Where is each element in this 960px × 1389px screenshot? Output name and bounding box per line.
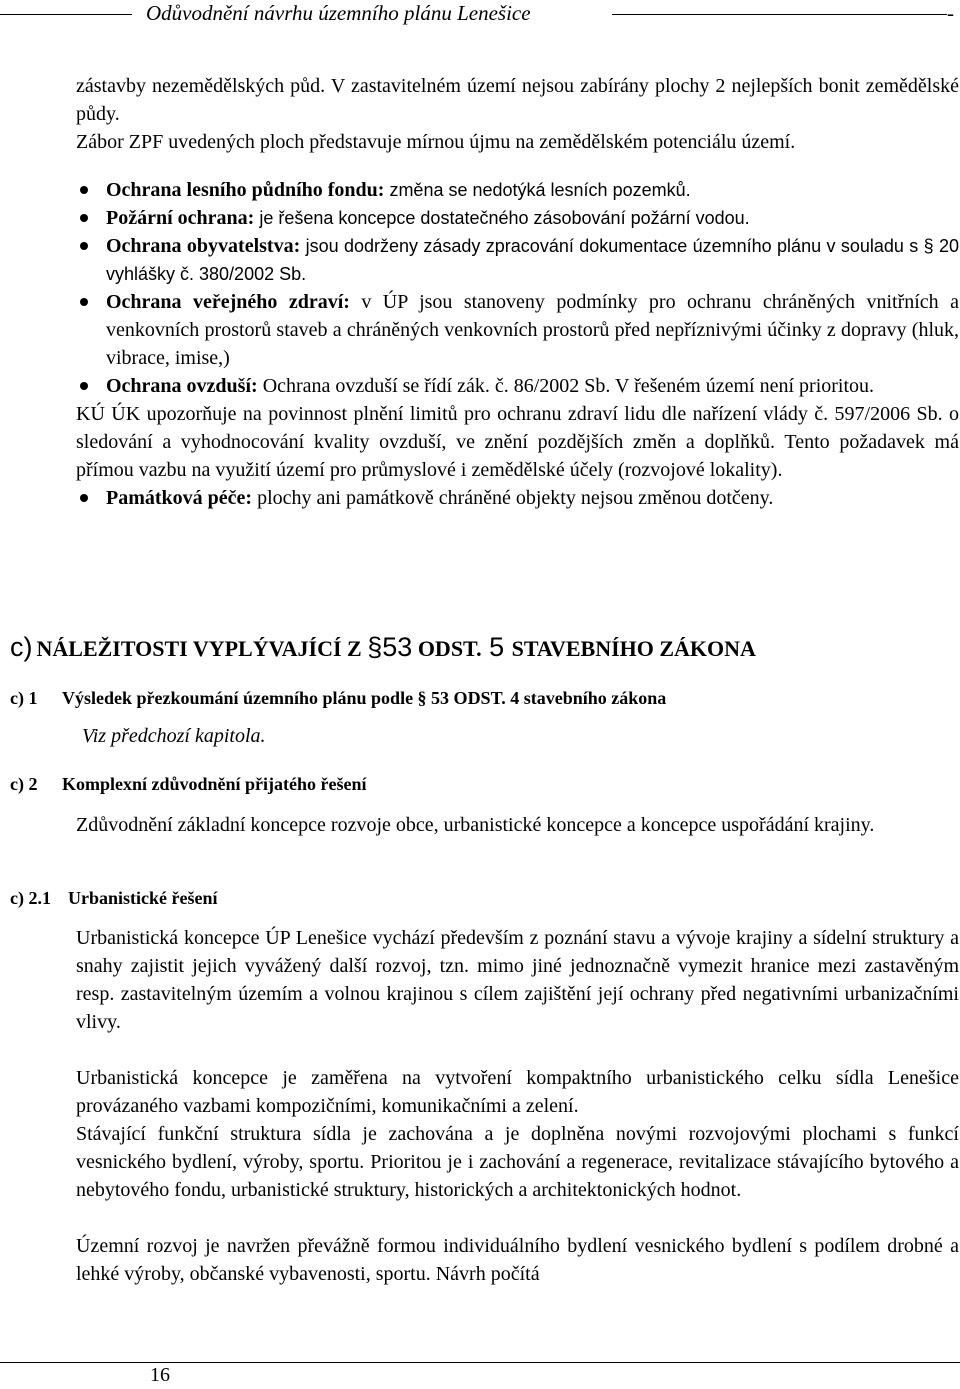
list-item-lead: Ochrana lesního půdního fondu: — [106, 179, 385, 201]
subsection-c21-heading — [10, 888, 218, 909]
subsection-title: Komplexní zdůvodnění přijatého řešení — [62, 774, 367, 794]
header-dash: - — [947, 1, 954, 25]
paragraph-sign: § — [367, 632, 383, 662]
header-rule-right — [612, 14, 947, 15]
list-item — [76, 288, 959, 372]
paragraph: Urbanistická koncepce je zaměřena na vytvoření kompaktního urbanistického celku sídla Lenešice provázaného vazbami kompozičními, komunikačními a zelení. — [76, 1067, 959, 1117]
protection-list — [76, 176, 959, 400]
section-number: 53 — [382, 632, 413, 662]
list-item-lead: Ochrana ovzduší: — [106, 375, 258, 397]
subsection-c2-body: Zdůvodnění základní koncepce rozvoje obce, urbanistické koncepce a koncepce uspořádání krajiny. — [76, 814, 875, 836]
subsection-title: Výsledek přezkoumání územního plánu podle § 53 ODST. 4 stavebního zákona — [62, 688, 667, 708]
header-rule-left — [0, 14, 132, 15]
list-item — [76, 372, 959, 400]
list-item — [76, 204, 959, 232]
list-item-lead: Památková péče: — [106, 487, 253, 509]
section-prefix: c) — [10, 632, 33, 662]
paragraph: KÚ ÚK upozorňuje na povinnost plnění limitů pro ochranu zdraví lidu dle nařízení vlády č. 597/2006 Sb. o sledování a vyhodnocování kvality ovzduší, ve znění pozdějších změn a doplňků. Tento požadavek má přímou vazbu na využití území pro průmyslové i zemědělské účely (rozvojové lokality). — [76, 403, 959, 481]
list-item-lead: Požární ochrana: — [106, 207, 255, 229]
subsection-title: Urbanistické řešení — [68, 888, 218, 908]
paragraph: Stávající funkční struktura sídla je zachována a je doplněna novými rozvojovými plochami s funkcí vesnického bydlení, výroby, sportu. Prioritou je i zachování a regenerace, revitalizace stávajícího bytového a nebytového fondu, urbanistické struktury, historických a architektonických hodnot. — [76, 1123, 959, 1201]
paragraph: Územní rozvoj je navržen převážně formou individuálního bydlení vesnického bydlení s podílem drobné a lehké výroby, občanské vybavenosti, sportu. Návrh počítá — [76, 1235, 959, 1285]
page-number: 16 — [150, 1364, 170, 1386]
list-item — [76, 232, 959, 288]
list-item-text: Ochrana ovzduší se řídí zák. č. 86/2002 Sb. V řešeném území není prioritou. — [257, 375, 875, 397]
subsection-c2-heading — [10, 774, 367, 795]
list-item-lead: Ochrana veřejného zdraví: — [106, 291, 350, 313]
subsection-c21-body — [76, 924, 959, 1288]
list-item — [76, 176, 959, 204]
list-item-text: v ÚP jsou stanoveny podmínky pro ochranu chráněných vnitřních a venkovních prostorů staveb a chráněných venkovních prostorů před nepříznivými účinky z dopravy (hluk, vibrace, imise,) — [106, 291, 959, 369]
paragraph: zástavby nezemědělských půd. V zastavitelném území nejsou zabírány plochy 2 nejlepších bonit zemědělské půdy. — [76, 75, 959, 125]
list-item-text: jsou dodrženy zásady zpracování dokumentace územního plánu v souladu s § 20 vyhlášky č. 380/2002 Sb. — [106, 236, 959, 284]
page-content — [76, 72, 959, 512]
list-item-text: plochy ani památkově chráněné objekty nejsou změnou dotčeny. — [252, 487, 774, 509]
subsection-number: c) 2.1 — [10, 888, 51, 908]
section-title-part: ODST. — [412, 636, 482, 661]
list-item — [76, 484, 959, 512]
section-c-heading — [10, 632, 756, 663]
section-title-part: STAVEBNÍHO ZÁKONA — [511, 636, 756, 661]
document-title: Odůvodnění návrhu územního plánu Lenešice — [146, 1, 531, 25]
subsection-number: c) 1 — [10, 688, 38, 708]
list-item-lead: Ochrana obyvatelstva: — [106, 235, 301, 257]
subsection-c1-body: Viz předchozí kapitola. — [82, 725, 266, 747]
section-number: 5 — [481, 632, 512, 662]
heritage-list — [76, 484, 959, 512]
page-header — [0, 0, 960, 30]
list-item-text: změna se nedotýká lesních pozemků. — [384, 180, 691, 200]
paragraph: Urbanistická koncepce ÚP Lenešice vychází především z poznání stavu a vývoje krajiny a sídelní struktury a snahy zajistit jejich vyvážený další rozvoj, tzn. mimo jiné jednoznačně vymezit hranice mezi zastavěným resp. zastavitelným územím a volnou krajinou s cílem zajištění její ochrany před negativními urbanizačními vlivy. — [76, 927, 959, 1033]
subsection-number: c) 2 — [10, 774, 38, 794]
list-item-text: je řešena koncepce dostatečného zásobování požární vodou. — [254, 208, 750, 228]
footer-rule — [0, 1362, 960, 1363]
section-title-part: NÁLEŽITOSTI VYPLÝVAJÍCÍ Z — [36, 636, 368, 661]
paragraph: Zábor ZPF uvedených ploch představuje mírnou újmu na zemědělském potenciálu území. — [76, 131, 796, 153]
subsection-c1-heading — [10, 688, 667, 709]
